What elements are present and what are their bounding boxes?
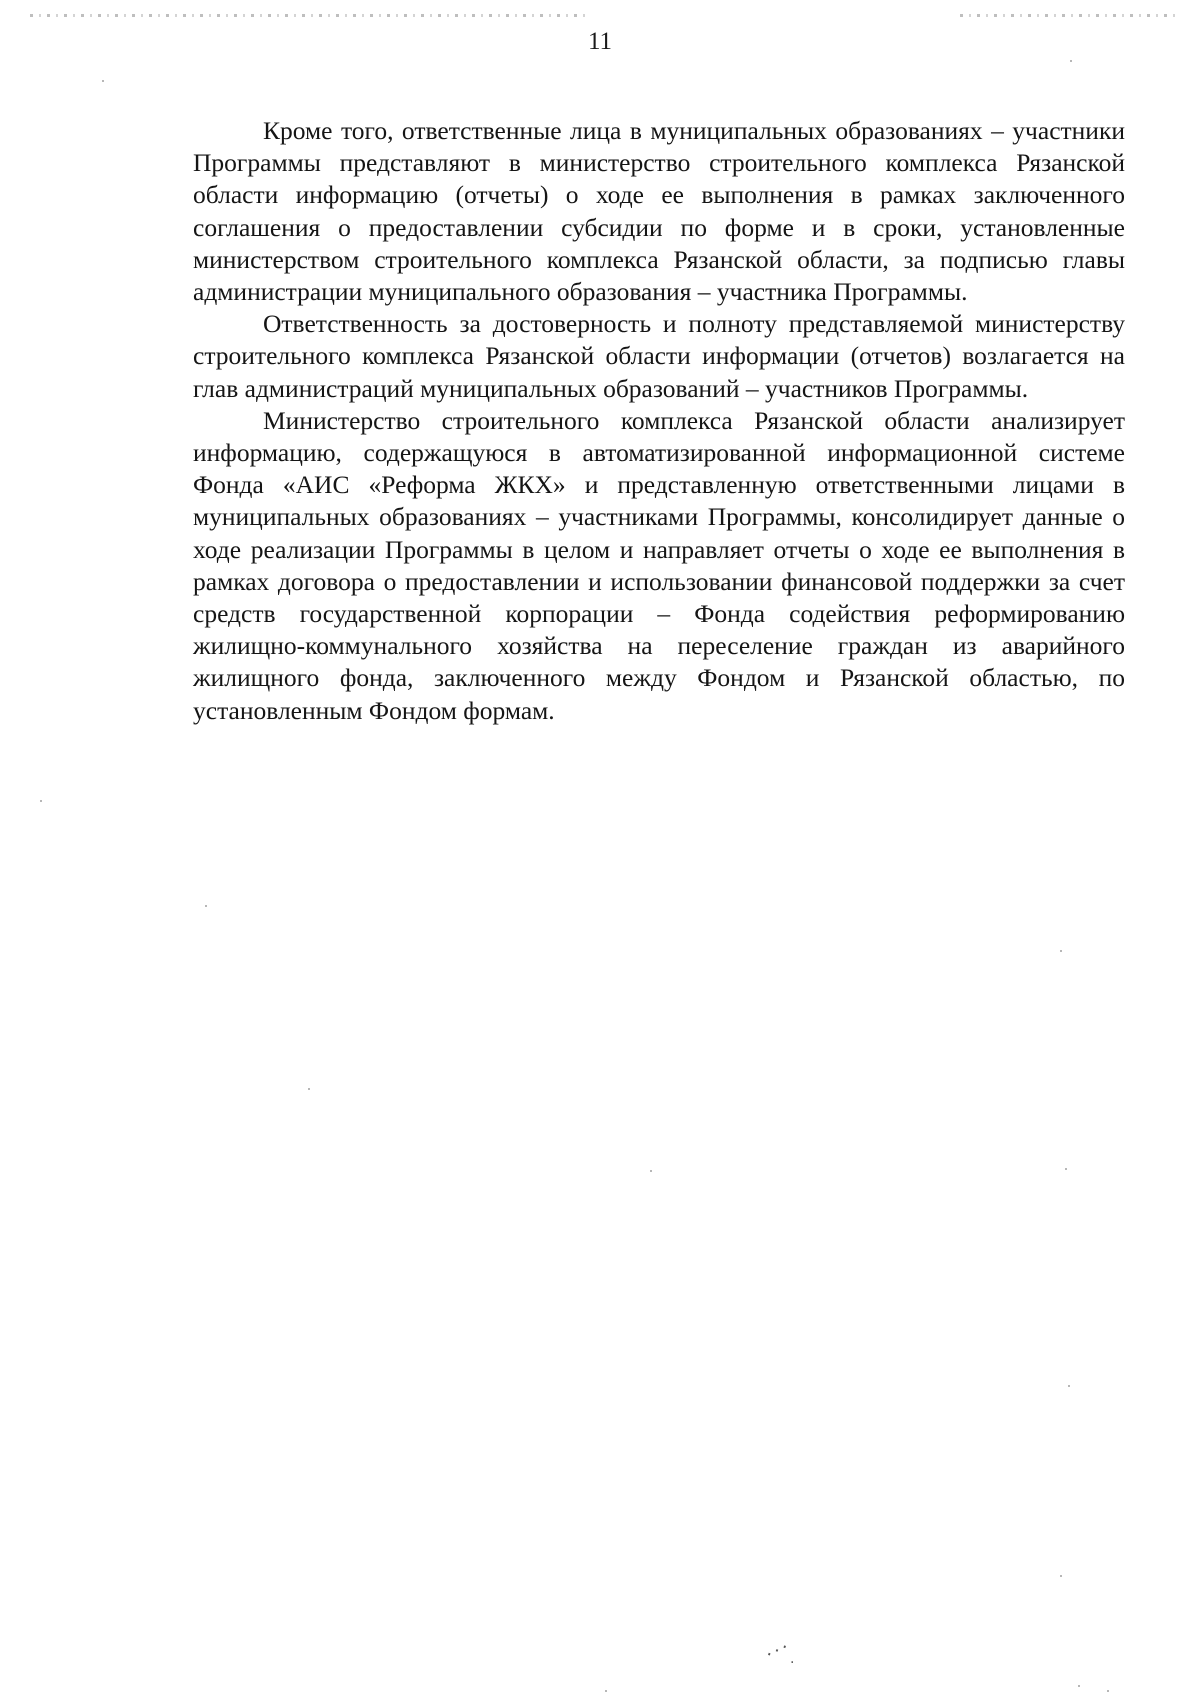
scan-speck [1107, 1690, 1109, 1692]
paragraph-3: Министерство строительного комплекса Рязанской области анализирует информацию, содержащуюся в автоматизированной информационной системе Фонда «АИС «Реформа ЖКХ» и представленную ответственными лицами в муниципальных образованиях – участниками Программы, консолидирует данные о ходе реализации Программы в целом и направляет отчеты о ходе ее выполнения в рамках договора о предоставлении и использовании финансовой поддержки за счет средств государственной корпорации – Фонда содействия реформированию жилищно-коммунального хозяйства на переселение граждан из аварийного жилищного фонда, заключенного между Фондом и Рязанской областью, по установленным Фондом формам. [193, 405, 1125, 725]
scan-mark-bottom-small: · [790, 1655, 795, 1671]
paragraph-2: Ответственность за достоверность и полноту представляемой министерству строительного комплекса Рязанской области информации (отчетов) возлагается на глав администраций муниципальных образований – участников Программы. [193, 309, 1125, 403]
document-body [193, 115, 1125, 727]
scan-speck [40, 800, 42, 802]
scan-speck [1060, 1575, 1062, 1577]
scan-noise-top-left [30, 14, 590, 17]
scan-speck [205, 905, 207, 907]
scan-speck [102, 80, 104, 82]
scan-noise-top-right [960, 14, 1180, 17]
paragraph-1: Кроме того, ответственные лица в муниципальных образованиях – участники Программы представляют в министерство строительного комплекса Рязанской области информацию (отчеты) о ходе ее выполнения в рамках заключенного соглашения о предоставлении субсидии по форме и в сроки, установленные министерством строительного комплекса Рязанской области, за подписью главы администрации муниципального образования – участника Программы. [193, 116, 1125, 307]
scan-speck [308, 1088, 310, 1090]
scan-speck [605, 1690, 607, 1692]
scan-speck [650, 1170, 652, 1172]
scan-speck [1070, 60, 1072, 62]
scan-speck [1078, 1685, 1080, 1687]
scan-speck [1065, 1168, 1067, 1170]
scan-mark-bottom: ⋰ [764, 1637, 790, 1664]
page-number: 11 [587, 28, 613, 55]
scan-speck [1068, 1385, 1070, 1387]
scan-speck [1060, 950, 1062, 952]
